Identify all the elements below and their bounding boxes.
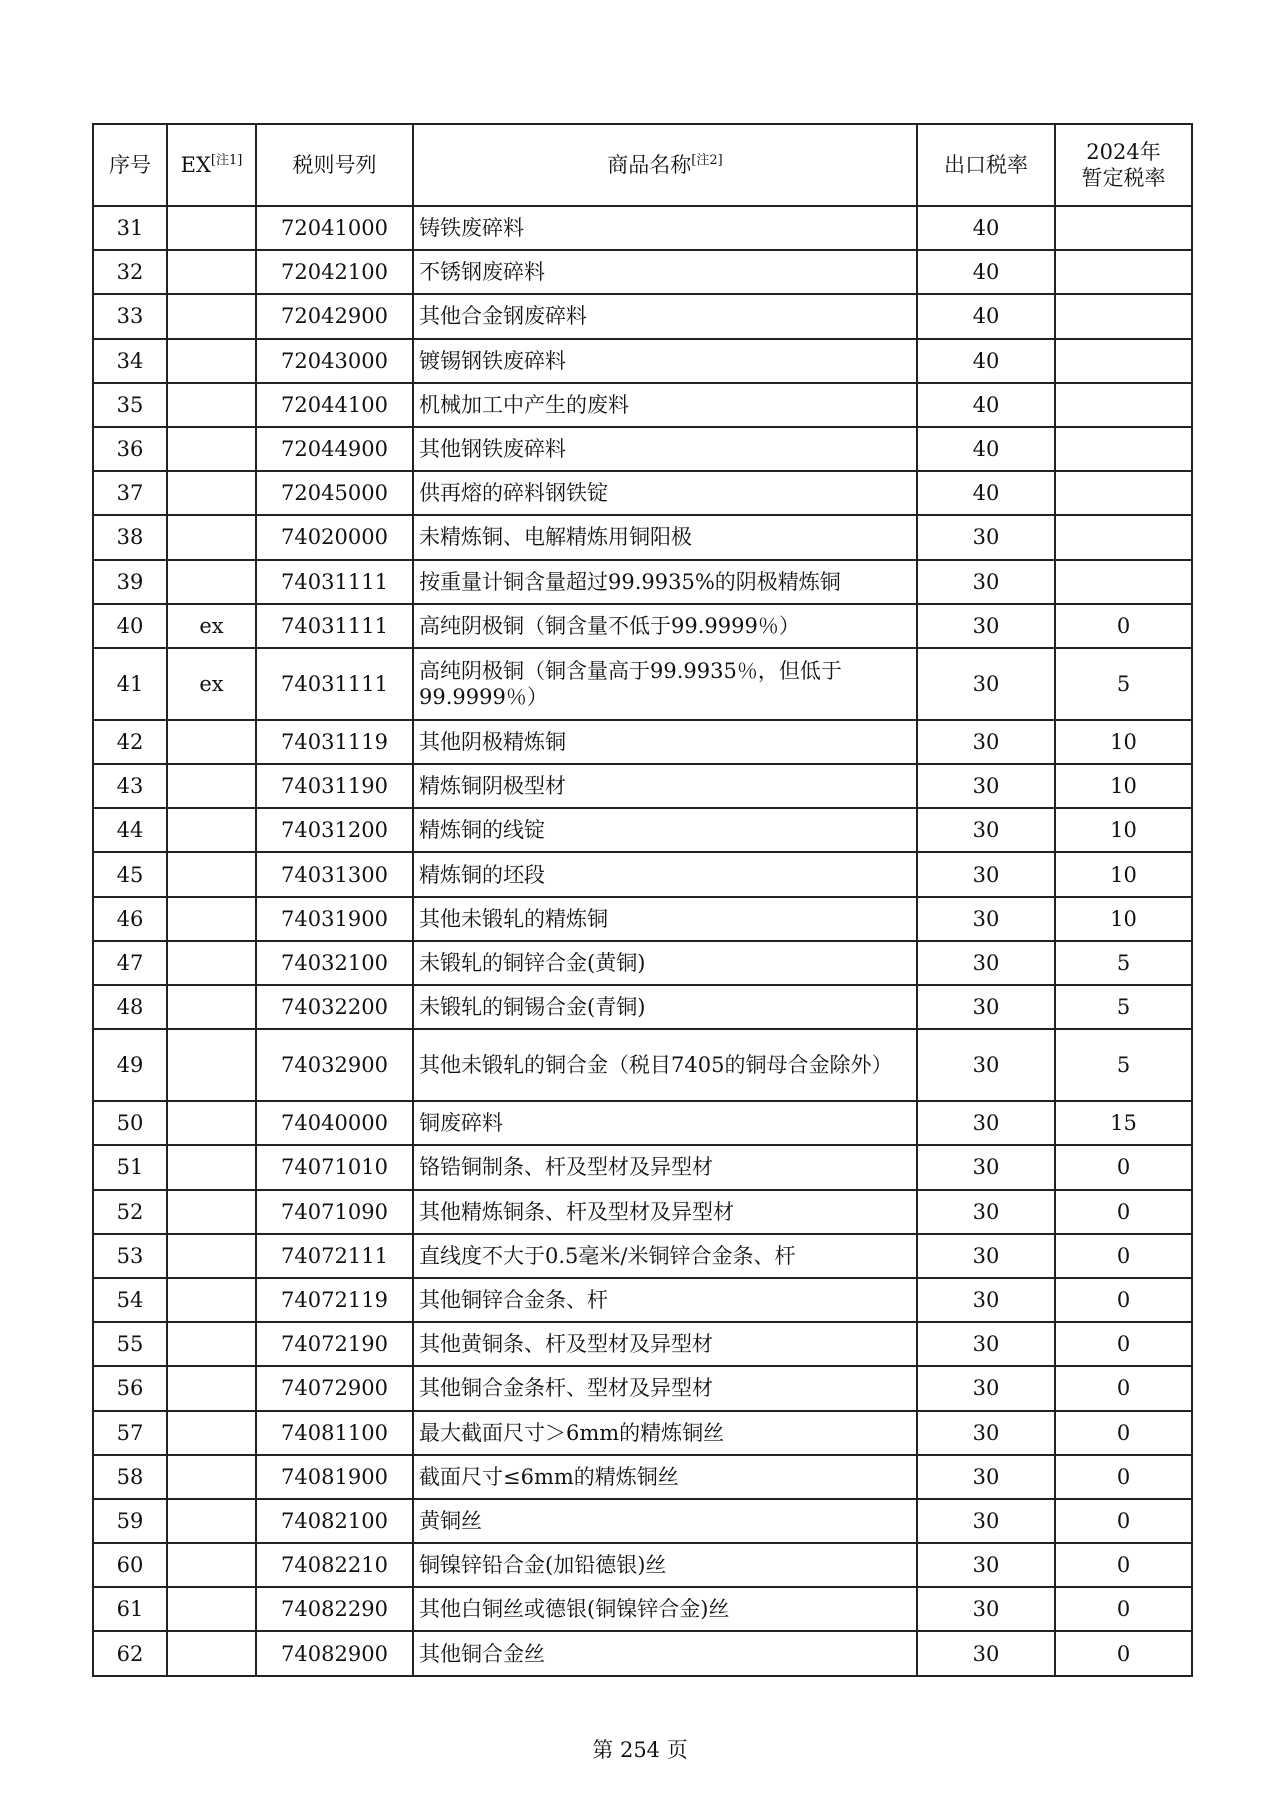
cell-temp-rate <box>1055 427 1192 471</box>
page-number: 254 <box>619 1738 661 1762</box>
cell-rate: 30 <box>917 604 1055 648</box>
cell-name: 其他未锻轧的精炼铜 <box>413 897 917 941</box>
cell-rate: 40 <box>917 339 1055 383</box>
cell-code: 74031111 <box>256 604 413 648</box>
cell-seq: 59 <box>93 1499 167 1543</box>
cell-rate: 30 <box>917 1543 1055 1587</box>
cell-temp-rate: 10 <box>1055 852 1192 896</box>
table-row <box>93 1190 1192 1234</box>
cell-rate: 30 <box>917 1499 1055 1543</box>
cell-code: 74072119 <box>256 1278 413 1322</box>
cell-temp-rate: 5 <box>1055 648 1192 720</box>
cell-ex <box>167 1499 256 1543</box>
cell-code: 74071090 <box>256 1190 413 1234</box>
cell-seq: 44 <box>93 808 167 852</box>
cell-temp-rate: 15 <box>1055 1101 1192 1145</box>
cell-code: 74082210 <box>256 1543 413 1587</box>
cell-temp-rate: 0 <box>1055 1455 1192 1499</box>
cell-code: 74032900 <box>256 1029 413 1101</box>
cell-temp-rate: 5 <box>1055 1029 1192 1101</box>
cell-ex <box>167 427 256 471</box>
cell-code: 74031300 <box>256 852 413 896</box>
cell-seq: 53 <box>93 1234 167 1278</box>
cell-code: 74082290 <box>256 1587 413 1631</box>
header-name: 商品名称[注2] <box>413 124 917 206</box>
cell-seq: 57 <box>93 1411 167 1455</box>
cell-ex <box>167 1101 256 1145</box>
cell-seq: 38 <box>93 515 167 559</box>
table-row <box>93 1411 1192 1455</box>
cell-rate: 30 <box>917 897 1055 941</box>
cell-code: 74082100 <box>256 1499 413 1543</box>
footer-suffix: 页 <box>666 1738 688 1762</box>
table-row <box>93 1029 1192 1101</box>
cell-seq: 33 <box>93 294 167 338</box>
footer-prefix: 第 <box>592 1738 614 1762</box>
cell-ex <box>167 1322 256 1366</box>
cell-ex <box>167 1029 256 1101</box>
table-row <box>93 1366 1192 1410</box>
cell-temp-rate: 0 <box>1055 1499 1192 1543</box>
cell-temp-rate: 5 <box>1055 985 1192 1029</box>
table-row <box>93 515 1192 559</box>
table-row <box>93 1499 1192 1543</box>
cell-rate: 30 <box>917 764 1055 808</box>
cell-rate: 30 <box>917 1278 1055 1322</box>
table-row <box>93 427 1192 471</box>
cell-ex <box>167 383 256 427</box>
cell-ex <box>167 250 256 294</box>
cell-rate: 40 <box>917 206 1055 250</box>
table-row <box>93 339 1192 383</box>
cell-code: 74031119 <box>256 720 413 764</box>
cell-ex <box>167 206 256 250</box>
cell-code: 74020000 <box>256 515 413 559</box>
cell-rate: 40 <box>917 383 1055 427</box>
cell-code: 74031900 <box>256 897 413 941</box>
cell-code: 74081100 <box>256 1411 413 1455</box>
cell-ex <box>167 560 256 604</box>
cell-code: 72043000 <box>256 339 413 383</box>
cell-code: 72042900 <box>256 294 413 338</box>
cell-ex <box>167 1190 256 1234</box>
cell-temp-rate: 10 <box>1055 720 1192 764</box>
cell-temp-rate <box>1055 206 1192 250</box>
cell-seq: 52 <box>93 1190 167 1234</box>
cell-name: 其他铜合金条杆、型材及异型材 <box>413 1366 917 1410</box>
cell-name: 机械加工中产生的废料 <box>413 383 917 427</box>
cell-temp-rate <box>1055 515 1192 559</box>
cell-temp-rate: 0 <box>1055 1587 1192 1631</box>
table-row <box>93 1587 1192 1631</box>
cell-code: 74082900 <box>256 1631 413 1675</box>
cell-seq: 62 <box>93 1631 167 1675</box>
cell-rate: 30 <box>917 1029 1055 1101</box>
cell-code: 74031200 <box>256 808 413 852</box>
cell-ex <box>167 852 256 896</box>
cell-name: 黄铜丝 <box>413 1499 917 1543</box>
cell-seq: 56 <box>93 1366 167 1410</box>
cell-code: 74031111 <box>256 648 413 720</box>
cell-ex <box>167 897 256 941</box>
cell-name: 铸铁废碎料 <box>413 206 917 250</box>
cell-name: 供再熔的碎料钢铁锭 <box>413 471 917 515</box>
page-footer <box>0 1734 1280 1764</box>
header-seq: 序号 <box>93 124 167 206</box>
cell-temp-rate: 10 <box>1055 808 1192 852</box>
table-row <box>93 808 1192 852</box>
cell-name: 其他铜合金丝 <box>413 1631 917 1675</box>
cell-name: 高纯阴极铜（铜含量高于99.9935％，但低于99.9999％） <box>413 648 917 720</box>
cell-code: 72044900 <box>256 427 413 471</box>
table-body <box>93 206 1192 1676</box>
cell-name: 其他精炼铜条、杆及型材及异型材 <box>413 1190 917 1234</box>
cell-ex <box>167 1587 256 1631</box>
cell-seq: 36 <box>93 427 167 471</box>
table-row <box>93 1631 1192 1675</box>
cell-code: 74031190 <box>256 764 413 808</box>
cell-seq: 31 <box>93 206 167 250</box>
cell-seq: 43 <box>93 764 167 808</box>
cell-code: 74072190 <box>256 1322 413 1366</box>
cell-code: 74071010 <box>256 1145 413 1189</box>
cell-code: 74040000 <box>256 1101 413 1145</box>
cell-temp-rate: 0 <box>1055 1234 1192 1278</box>
cell-ex <box>167 808 256 852</box>
cell-name: 按重量计铜含量超过99.9935%的阴极精炼铜 <box>413 560 917 604</box>
cell-name: 其他黄铜条、杆及型材及异型材 <box>413 1322 917 1366</box>
cell-code: 74032200 <box>256 985 413 1029</box>
cell-name: 未精炼铜、电解精炼用铜阳极 <box>413 515 917 559</box>
table-row <box>93 206 1192 250</box>
table-row <box>93 1455 1192 1499</box>
table-row <box>93 897 1192 941</box>
cell-temp-rate <box>1055 250 1192 294</box>
table-row <box>93 250 1192 294</box>
cell-seq: 41 <box>93 648 167 720</box>
table-row <box>93 383 1192 427</box>
cell-seq: 40 <box>93 604 167 648</box>
cell-seq: 48 <box>93 985 167 1029</box>
cell-code: 74072900 <box>256 1366 413 1410</box>
cell-temp-rate: 0 <box>1055 1278 1192 1322</box>
header-code: 税则号列 <box>256 124 413 206</box>
cell-ex <box>167 1366 256 1410</box>
cell-seq: 39 <box>93 560 167 604</box>
cell-rate: 40 <box>917 294 1055 338</box>
cell-temp-rate: 0 <box>1055 1631 1192 1675</box>
cell-seq: 54 <box>93 1278 167 1322</box>
header-ex: EX[注1] <box>167 124 256 206</box>
cell-ex <box>167 1455 256 1499</box>
cell-ex <box>167 1278 256 1322</box>
cell-ex: ex <box>167 648 256 720</box>
header-row <box>93 124 1192 206</box>
cell-rate: 30 <box>917 1145 1055 1189</box>
cell-temp-rate <box>1055 383 1192 427</box>
cell-temp-rate: 10 <box>1055 897 1192 941</box>
cell-seq: 47 <box>93 941 167 985</box>
cell-seq: 55 <box>93 1322 167 1366</box>
cell-temp-rate: 0 <box>1055 1145 1192 1189</box>
table-row <box>93 764 1192 808</box>
cell-name: 铬锆铜制条、杆及型材及异型材 <box>413 1145 917 1189</box>
cell-temp-rate: 0 <box>1055 1322 1192 1366</box>
header-name-note: [注2] <box>691 153 723 168</box>
header-ex-note: [注1] <box>210 153 243 168</box>
cell-name: 最大截面尺寸＞6mm的精炼铜丝 <box>413 1411 917 1455</box>
table-row <box>93 1234 1192 1278</box>
cell-temp-rate: 5 <box>1055 941 1192 985</box>
cell-ex <box>167 1411 256 1455</box>
cell-temp-rate <box>1055 560 1192 604</box>
cell-name: 其他合金钢废碎料 <box>413 294 917 338</box>
cell-ex <box>167 1631 256 1675</box>
cell-rate: 30 <box>917 1234 1055 1278</box>
cell-code: 74031111 <box>256 560 413 604</box>
table-row <box>93 648 1192 720</box>
cell-name: 其他未锻轧的铜合金（税目7405的铜母合金除外） <box>413 1029 917 1101</box>
cell-name: 截面尺寸≤6mm的精炼铜丝 <box>413 1455 917 1499</box>
cell-seq: 46 <box>93 897 167 941</box>
cell-name: 铜废碎料 <box>413 1101 917 1145</box>
cell-rate: 30 <box>917 941 1055 985</box>
cell-seq: 50 <box>93 1101 167 1145</box>
cell-ex <box>167 1234 256 1278</box>
cell-rate: 30 <box>917 1411 1055 1455</box>
table-row <box>93 720 1192 764</box>
table-row <box>93 1101 1192 1145</box>
table-row <box>93 604 1192 648</box>
cell-seq: 34 <box>93 339 167 383</box>
cell-code: 72041000 <box>256 206 413 250</box>
cell-ex <box>167 764 256 808</box>
cell-seq: 37 <box>93 471 167 515</box>
tariff-table <box>92 123 1193 1677</box>
cell-ex: ex <box>167 604 256 648</box>
cell-rate: 30 <box>917 1587 1055 1631</box>
cell-rate: 30 <box>917 1455 1055 1499</box>
cell-rate: 40 <box>917 250 1055 294</box>
cell-name: 高纯阴极铜（铜含量不低于99.9999％） <box>413 604 917 648</box>
cell-ex <box>167 471 256 515</box>
cell-ex <box>167 720 256 764</box>
cell-code: 72044100 <box>256 383 413 427</box>
cell-rate: 30 <box>917 515 1055 559</box>
table-row <box>93 985 1192 1029</box>
cell-name: 铜镍锌铅合金(加铅德银)丝 <box>413 1543 917 1587</box>
cell-rate: 30 <box>917 808 1055 852</box>
table-row <box>93 1145 1192 1189</box>
table-row <box>93 852 1192 896</box>
cell-rate: 30 <box>917 648 1055 720</box>
cell-rate: 30 <box>917 1631 1055 1675</box>
cell-rate: 30 <box>917 1101 1055 1145</box>
cell-code: 72042100 <box>256 250 413 294</box>
cell-seq: 49 <box>93 1029 167 1101</box>
cell-seq: 51 <box>93 1145 167 1189</box>
cell-name: 精炼铜阴极型材 <box>413 764 917 808</box>
cell-rate: 30 <box>917 560 1055 604</box>
cell-temp-rate: 0 <box>1055 604 1192 648</box>
cell-name: 未锻轧的铜锌合金(黄铜) <box>413 941 917 985</box>
cell-name: 不锈钢废碎料 <box>413 250 917 294</box>
cell-name: 镀锡钢铁废碎料 <box>413 339 917 383</box>
cell-rate: 30 <box>917 1366 1055 1410</box>
cell-temp-rate: 0 <box>1055 1366 1192 1410</box>
cell-code: 74032100 <box>256 941 413 985</box>
cell-rate: 30 <box>917 1190 1055 1234</box>
cell-ex <box>167 985 256 1029</box>
cell-name: 其他白铜丝或德银(铜镍锌合金)丝 <box>413 1587 917 1631</box>
cell-ex <box>167 339 256 383</box>
cell-seq: 42 <box>93 720 167 764</box>
table-row <box>93 941 1192 985</box>
cell-ex <box>167 294 256 338</box>
cell-temp-rate <box>1055 471 1192 515</box>
cell-name: 精炼铜的坯段 <box>413 852 917 896</box>
cell-seq: 45 <box>93 852 167 896</box>
cell-rate: 40 <box>917 471 1055 515</box>
cell-ex <box>167 515 256 559</box>
table-row <box>93 294 1192 338</box>
cell-name: 未锻轧的铜锡合金(青铜) <box>413 985 917 1029</box>
cell-seq: 32 <box>93 250 167 294</box>
cell-seq: 35 <box>93 383 167 427</box>
cell-temp-rate: 0 <box>1055 1411 1192 1455</box>
cell-rate: 30 <box>917 985 1055 1029</box>
cell-temp-rate <box>1055 339 1192 383</box>
table-row <box>93 560 1192 604</box>
table-row <box>93 471 1192 515</box>
cell-ex <box>167 941 256 985</box>
header-rate: 出口税率 <box>917 124 1055 206</box>
cell-code: 74081900 <box>256 1455 413 1499</box>
header-temp-rate: 2024年 暂定税率 <box>1055 124 1192 206</box>
cell-rate: 30 <box>917 1322 1055 1366</box>
cell-temp-rate <box>1055 294 1192 338</box>
cell-name: 其他铜锌合金条、杆 <box>413 1278 917 1322</box>
cell-rate: 30 <box>917 852 1055 896</box>
cell-rate: 30 <box>917 720 1055 764</box>
cell-seq: 58 <box>93 1455 167 1499</box>
cell-temp-rate: 0 <box>1055 1543 1192 1587</box>
table-row <box>93 1543 1192 1587</box>
cell-seq: 61 <box>93 1587 167 1631</box>
cell-temp-rate: 10 <box>1055 764 1192 808</box>
cell-ex <box>167 1543 256 1587</box>
cell-name: 直线度不大于0.5毫米/米铜锌合金条、杆 <box>413 1234 917 1278</box>
cell-code: 72045000 <box>256 471 413 515</box>
cell-name: 精炼铜的线锭 <box>413 808 917 852</box>
cell-ex <box>167 1145 256 1189</box>
table-row <box>93 1278 1192 1322</box>
cell-name: 其他钢铁废碎料 <box>413 427 917 471</box>
table-row <box>93 1322 1192 1366</box>
cell-seq: 60 <box>93 1543 167 1587</box>
cell-rate: 40 <box>917 427 1055 471</box>
cell-temp-rate: 0 <box>1055 1190 1192 1234</box>
cell-name: 其他阴极精炼铜 <box>413 720 917 764</box>
cell-code: 74072111 <box>256 1234 413 1278</box>
